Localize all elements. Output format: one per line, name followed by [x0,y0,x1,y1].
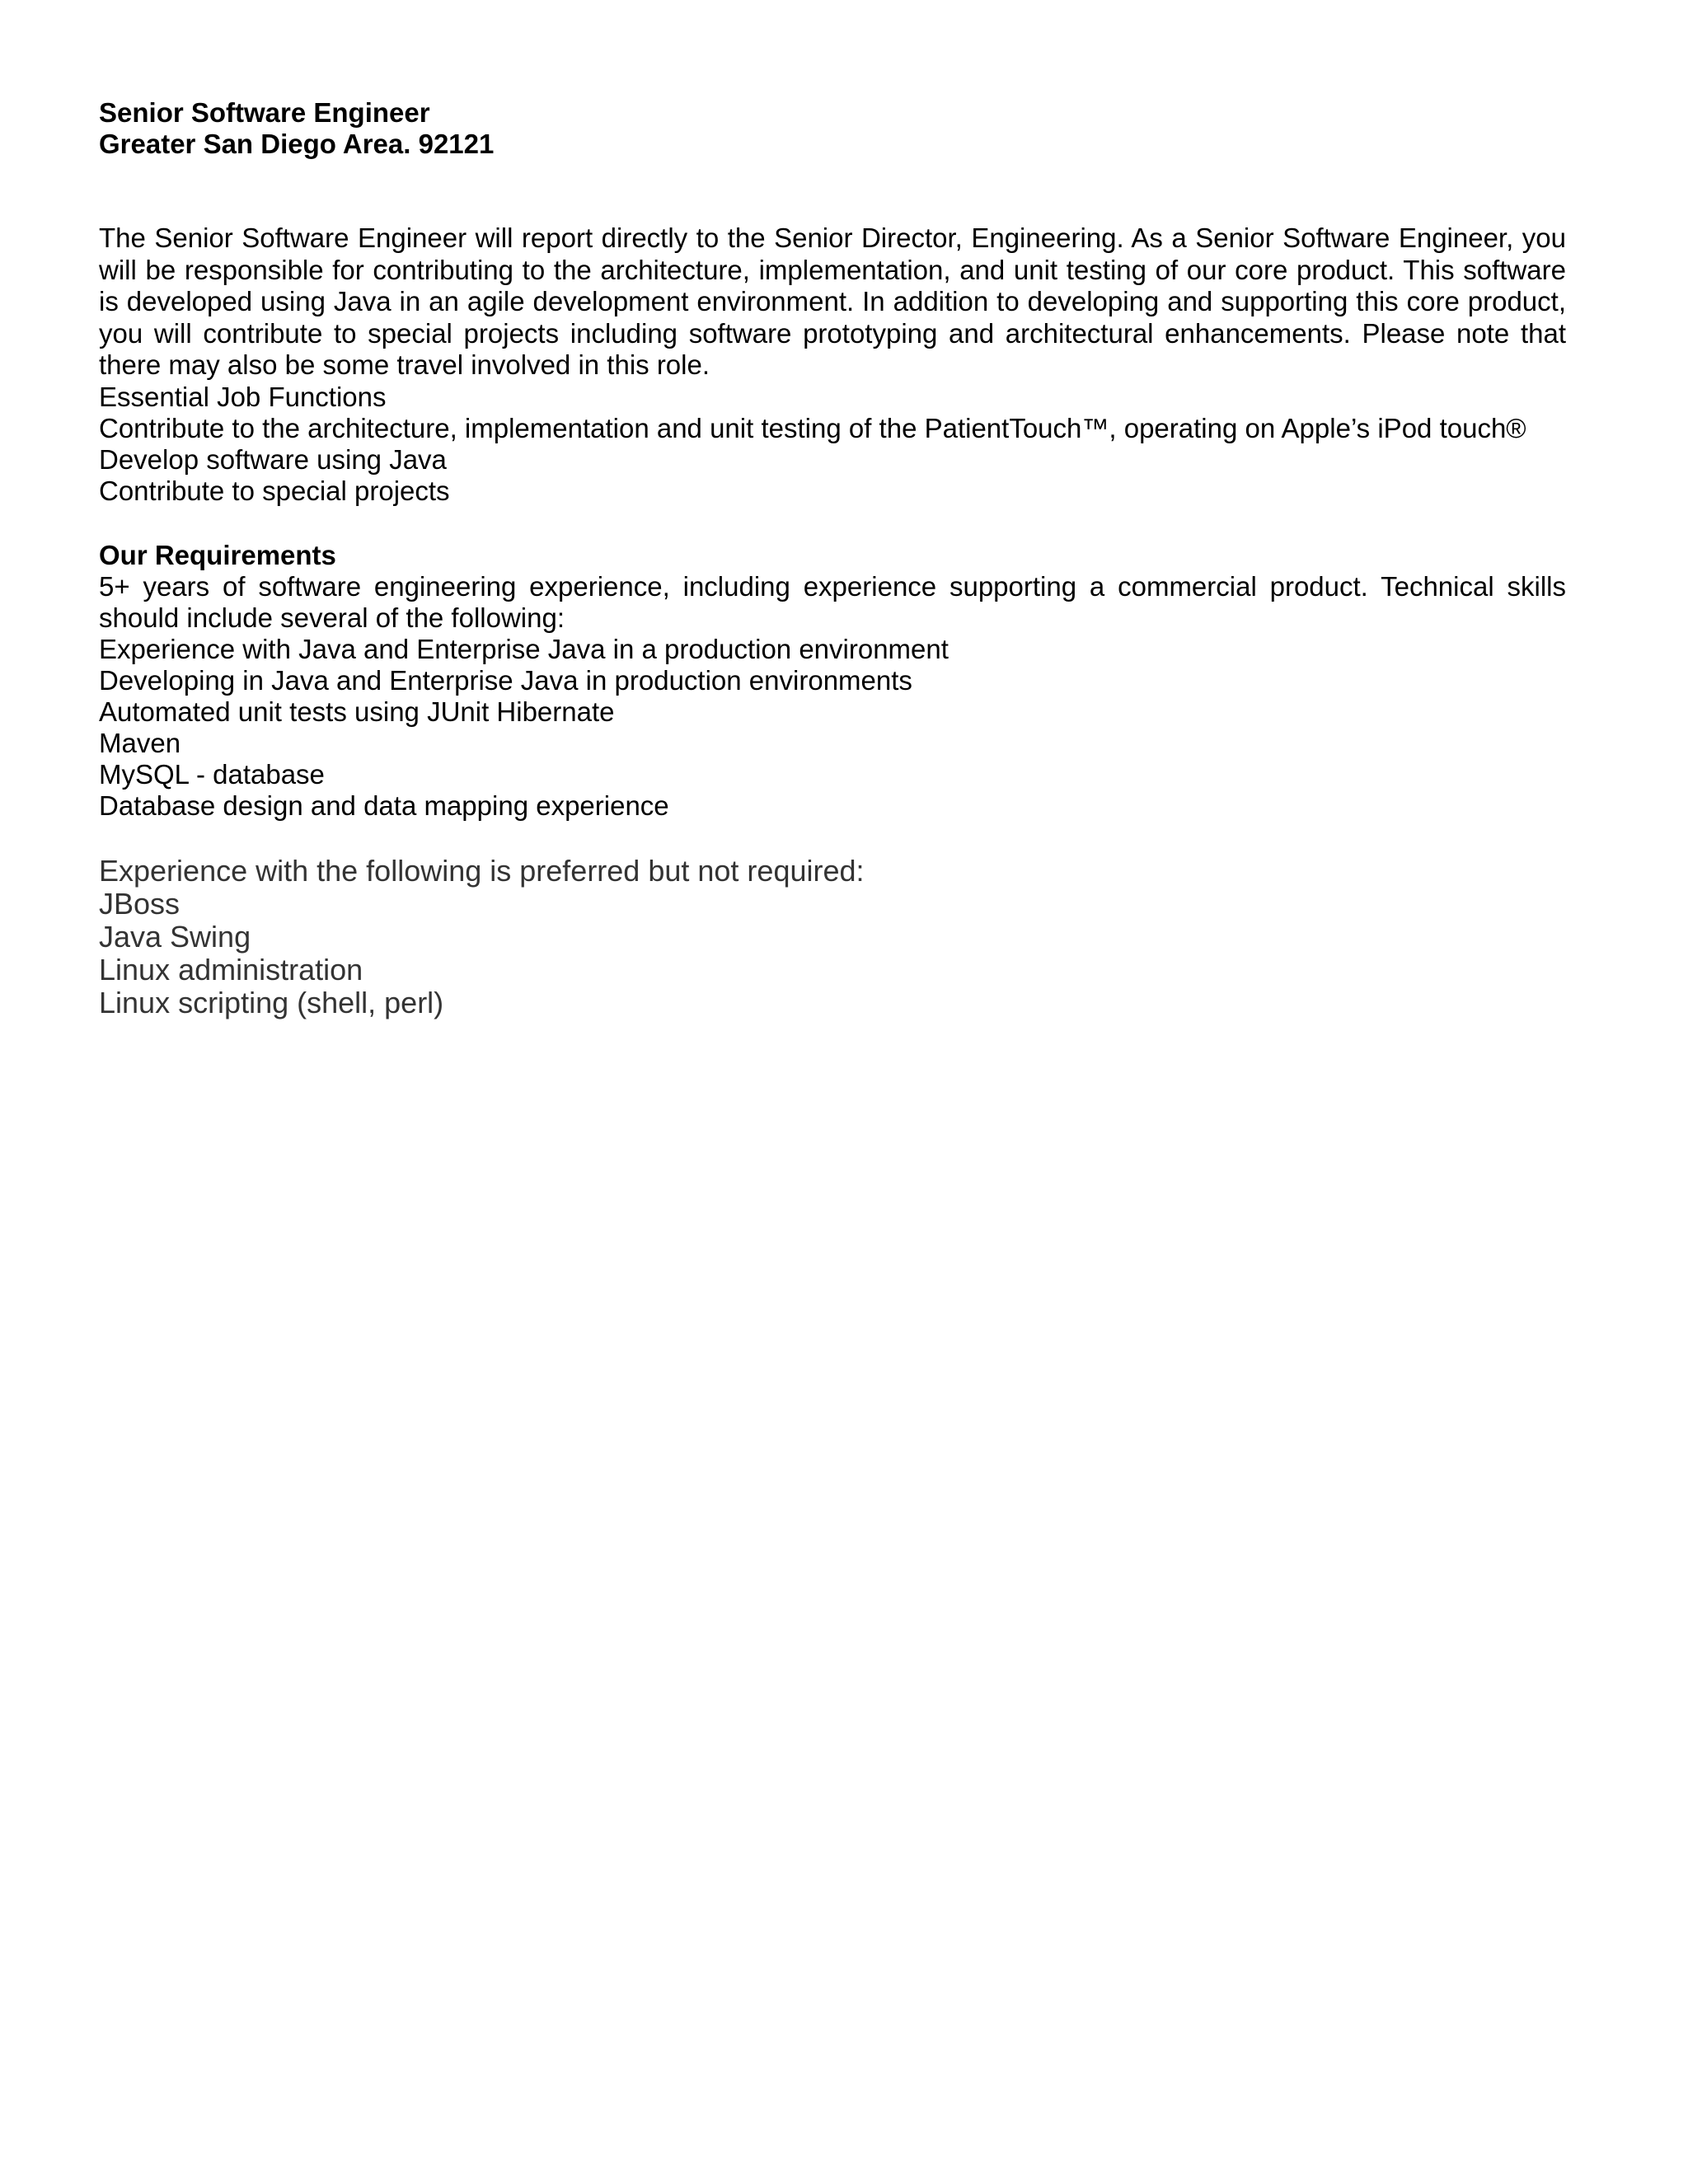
functions-heading: Essential Job Functions [99,382,387,412]
job-location: Greater San Diego Area. 92121 [99,129,495,159]
requirement-item: Database design and data mapping experience [99,790,669,821]
function-item: Contribute to the architecture, implementation and unit testing of the PatientTouch™, operating on Apple’s iPod touch® [99,413,1526,443]
job-title: Senior Software Engineer [99,97,430,128]
preferred-item: Java Swing [99,920,251,954]
requirement-item: Developing in Java and Enterprise Java in production environments [99,665,912,696]
requirement-item: Experience with Java and Enterprise Java in a production environment [99,634,949,664]
requirements-intro-line: 5+ years of software engineering experience, including experience supporting a commercial product. Technical skills [99,571,1566,602]
requirements-heading: Our Requirements [99,540,336,570]
preferred-item: Linux scripting (shell, perl) [99,986,444,1019]
intro-paragraph: The Senior Software Engineer will report directly to the Senior Director, Engineering. As a Senior Software Engineer, you will be responsible for contributing to the architecture, implementation, and unit testing of our core product. This software is developed using Java in an agile development environment. In addition to developing and supporting this core product, you will contribute to special projects including software prototyping and architectural enhancements. Please note that there may also be some travel involved in this role. [99,223,1566,380]
requirements-intro-line: should include several of the following: [99,602,565,633]
requirement-item: Maven [99,728,181,758]
function-item: Develop software using Java [99,444,447,475]
preferred-item: JBoss [99,887,181,921]
requirement-item: MySQL - database [99,759,325,790]
preferred-item: Linux administration [99,953,363,987]
preferred-heading: Experience with the following is preferred but not required: [99,854,865,888]
requirement-item: Automated unit tests using JUnit Hibernate [99,696,615,727]
function-item: Contribute to special projects [99,476,450,506]
